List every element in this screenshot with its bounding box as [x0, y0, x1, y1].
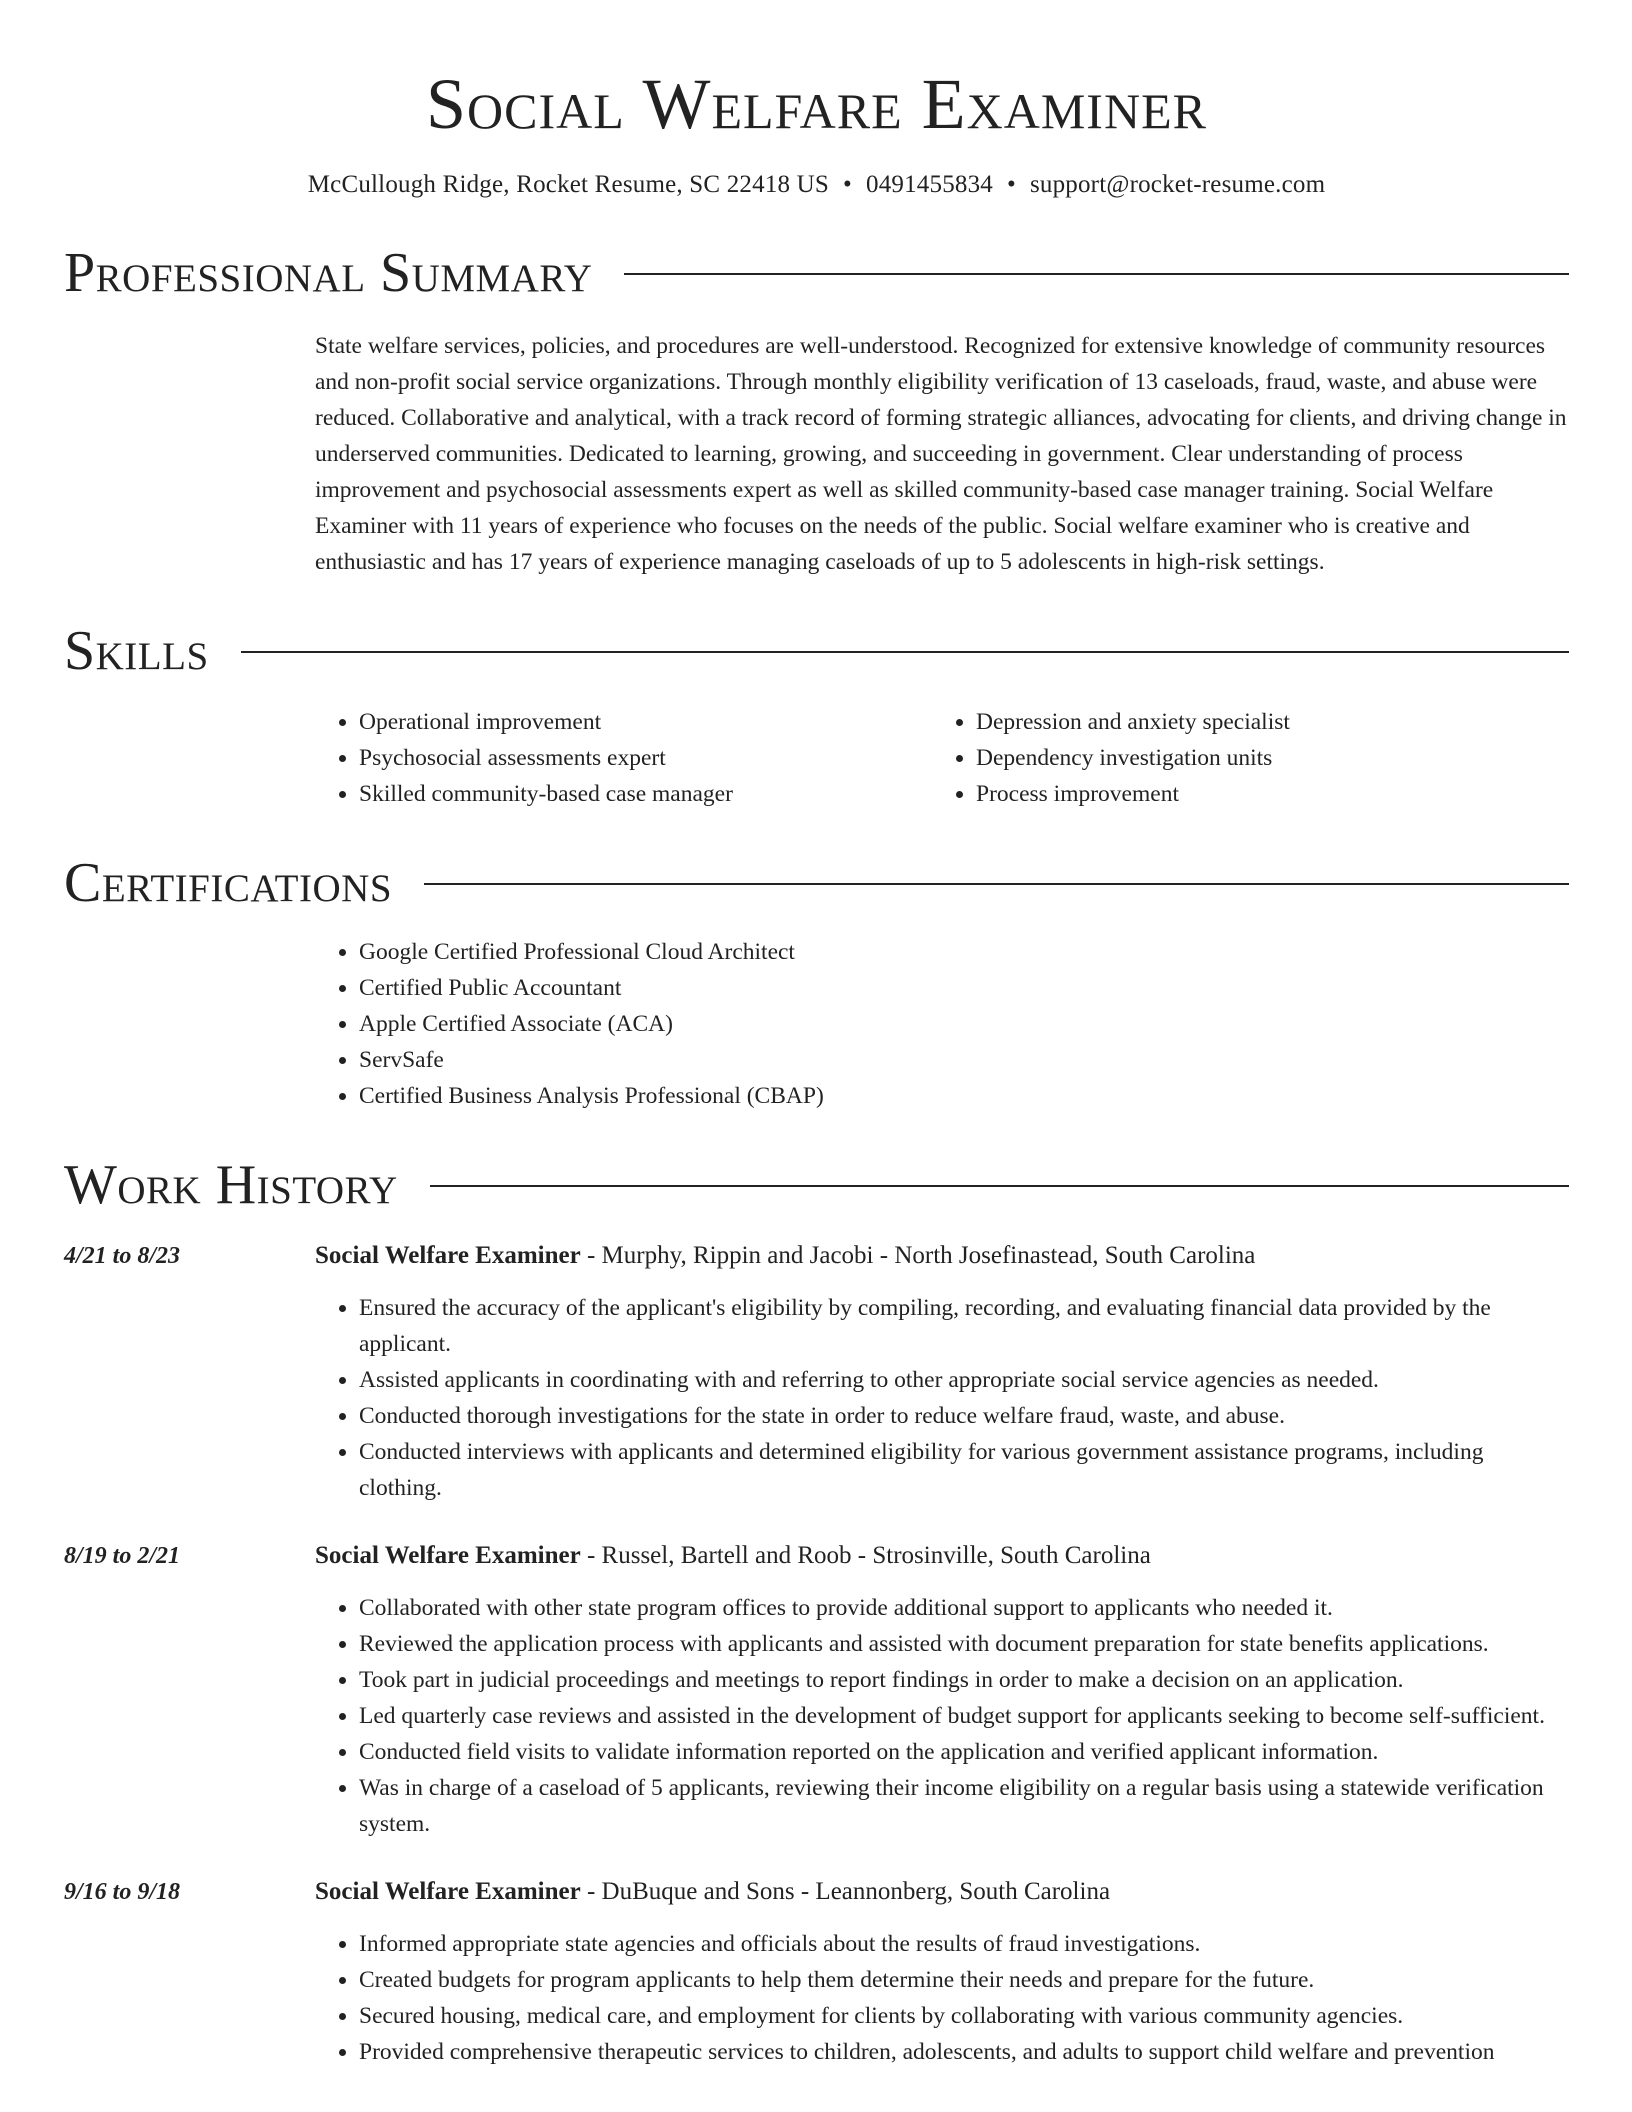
job-dates: 9/16 to 9/18: [64, 1879, 181, 1905]
contact-email: support@rocket-resume.com: [1029, 171, 1326, 198]
certifications-title: Certifications: [64, 852, 393, 914]
section-divider: [241, 651, 1569, 653]
job-bullet: • Provided comprehensive therapeutic services to children, adolescents, and adults to support child welfare and prevention: [359, 2034, 1569, 2070]
certification-item: • Certified Public Accountant: [359, 970, 1569, 1006]
job-bullet: • Conducted interviews with applicants and determined eligibility for various government assistance programs, including clothing.: [359, 1434, 1569, 1506]
job-entry: [64, 1874, 1569, 2070]
job-bullet: • Conducted field visits to validate information reported on the application and verified applicant information.: [359, 1734, 1569, 1770]
contact-line: [64, 168, 1569, 202]
contact-address: McCullough Ridge, Rocket Resume, SC 22418 US: [307, 171, 830, 198]
skills-column-left: [315, 704, 932, 812]
summary-section-header: [64, 244, 1569, 302]
skills-list: [315, 704, 1569, 812]
work-section-header: [64, 1156, 1569, 1214]
job-details: [315, 1538, 1569, 1842]
section-divider: [430, 1185, 1569, 1187]
job-bullet: • Conducted thorough investigations for the state in order to reduce welfare fraud, waste, and abuse.: [359, 1398, 1569, 1434]
job-title: Social Welfare Examiner: [315, 1878, 581, 1905]
job-details: [315, 1874, 1569, 2070]
summary-title: Professional Summary: [64, 242, 593, 304]
certification-item: • ServSafe: [359, 1042, 1569, 1078]
certification-item: • Certified Business Analysis Professional (CBAP): [359, 1078, 1569, 1114]
skill-item: • Operational improvement: [359, 704, 932, 740]
job-entry: [64, 1238, 1569, 1506]
job-employer: - Murphy, Rippin and Jacobi - North Josefinastead, South Carolina: [580, 1242, 1256, 1269]
summary-text: State welfare services, policies, and procedures are well-understood. Recognized for extensive knowledge of community resources and non-profit social service organizations. Through monthly eligibility verification of 13 caseloads, fraud, waste, and abuse were reduced. Collaborative and analytical, with a track record of forming strategic alliances, advocating for clients, and driving change in underserved communities. Dedicated to learning, growing, and succeeding in government. Clear understanding of process improvement and psychosocial assessments expert as well as skilled community-based case manager training. Social Welfare Examiner with 11 years of experience who focuses on the needs of the public. Social welfare examiner who is creative and enthusiastic and has 17 years of experience managing caseloads of up to 5 adolescents in high-risk settings.: [315, 333, 1567, 575]
skills-column-right: [932, 704, 1549, 812]
job-heading: [315, 1874, 1569, 1910]
job-bullet: • Secured housing, medical care, and employment for clients by collaborating with various community agencies.: [359, 1998, 1569, 2034]
skill-item: • Skilled community-based case manager: [359, 776, 932, 812]
job-bullet: • Led quarterly case reviews and assisted in the development of budget support for applicants seeking to become self-sufficient.: [359, 1698, 1569, 1734]
job-employer: - Russel, Bartell and Roob - Strosinville, South Carolina: [580, 1542, 1151, 1569]
job-details: [315, 1238, 1569, 1506]
skills-title: Skills: [64, 620, 209, 682]
skill-item: • Process improvement: [976, 776, 1549, 812]
section-divider: [424, 883, 1569, 885]
job-bullet: • Reviewed the application process with applicants and assisted with document preparation for state benefits applications.: [359, 1626, 1569, 1662]
job-dates: 4/21 to 8/23: [64, 1243, 181, 1269]
job-dates: 8/19 to 2/21: [64, 1543, 181, 1569]
job-title: Social Welfare Examiner: [315, 1542, 581, 1569]
skill-item: • Depression and anxiety specialist: [976, 704, 1549, 740]
work-title: Work History: [64, 1154, 398, 1216]
skill-item: • Dependency investigation units: [976, 740, 1549, 776]
skills-section-header: [64, 622, 1569, 680]
certifications-list: [315, 934, 1569, 1114]
job-bullet: • Ensured the accuracy of the applicant's eligibility by compiling, recording, and evaluating financial data provided by the applicant.: [359, 1290, 1569, 1362]
resume-page: [64, 0, 1569, 2070]
certification-item: • Apple Certified Associate (ACA): [359, 1006, 1569, 1042]
job-heading: [315, 1238, 1569, 1274]
skill-item: • Psychosocial assessments expert: [359, 740, 932, 776]
certifications-section-header: [64, 854, 1569, 912]
section-divider: [624, 273, 1569, 275]
contact-separator: •: [1007, 171, 1016, 198]
job-bullet: • Assisted applicants in coordinating with and referring to other appropriate social service agencies as needed.: [359, 1362, 1569, 1398]
contact-phone: 0491455834: [866, 171, 993, 198]
job-bullet: • Informed appropriate state agencies and officials about the results of fraud investigations.: [359, 1926, 1569, 1962]
job-bullet: • Collaborated with other state program offices to provide additional support to applicants who needed it.: [359, 1590, 1569, 1626]
job-bullet: • Was in charge of a caseload of 5 applicants, reviewing their income eligibility on a regular basis using a statewide verification system.: [359, 1770, 1569, 1842]
job-bullet: • Created budgets for program applicants to help them determine their needs and prepare for the future.: [359, 1962, 1569, 1998]
job-bullet: • Took part in judicial proceedings and meetings to report findings in order to make a decision on an application.: [359, 1662, 1569, 1698]
job-employer: - DuBuque and Sons - Leannonberg, South Carolina: [580, 1878, 1111, 1905]
certification-item: • Google Certified Professional Cloud Architect: [359, 934, 1569, 970]
candidate-name: Social Welfare Examiner: [426, 64, 1207, 144]
job-entry: [64, 1538, 1569, 1842]
contact-separator: •: [843, 171, 852, 198]
job-heading: [315, 1538, 1569, 1574]
job-title: Social Welfare Examiner: [315, 1242, 581, 1269]
